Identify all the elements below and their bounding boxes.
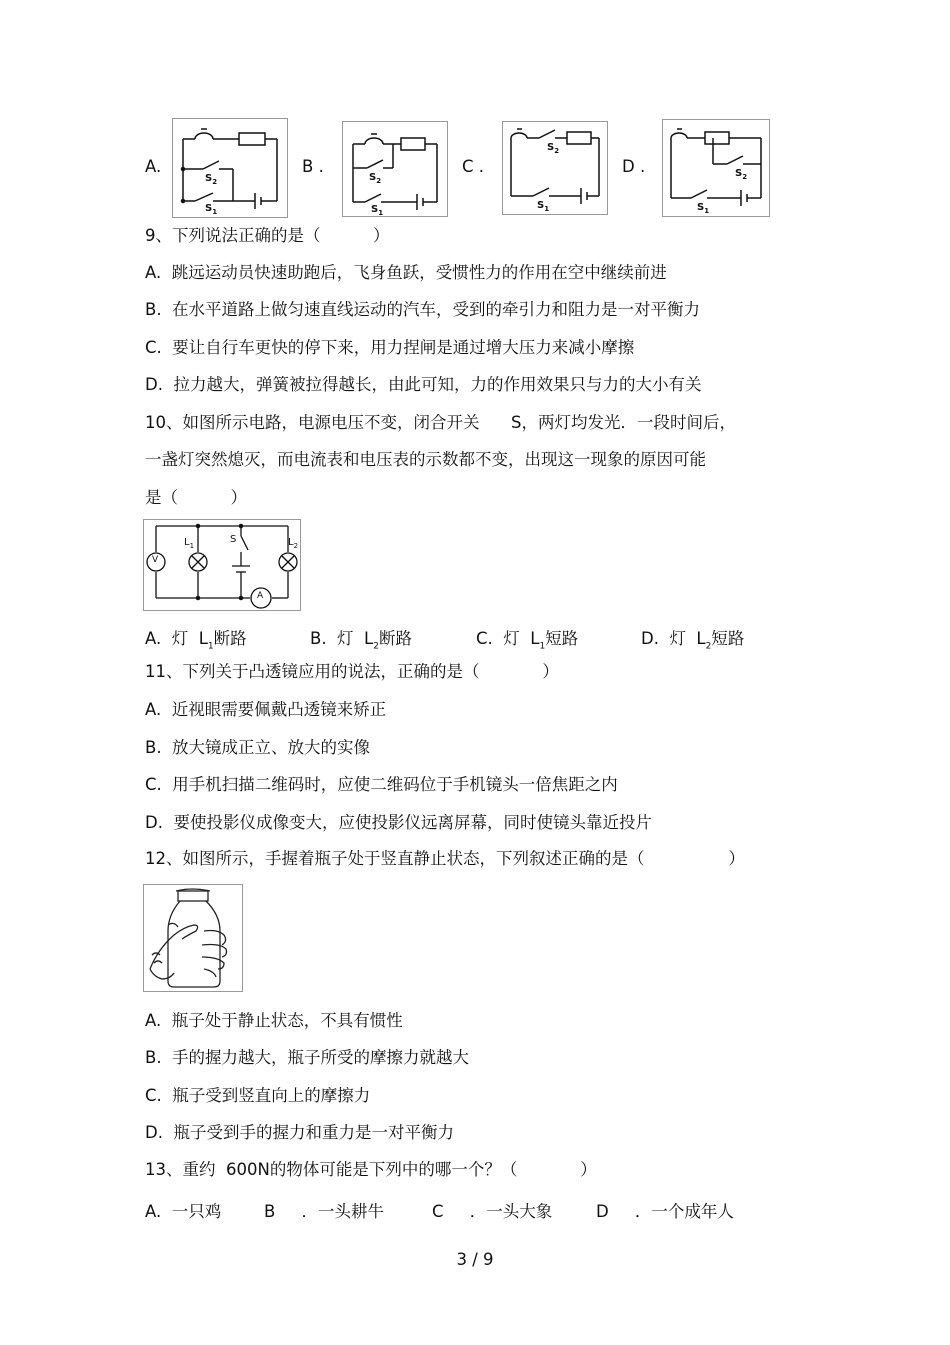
q10-switch-label: S	[230, 534, 237, 545]
q13-option-a: A. 一只鸡	[145, 1202, 222, 1221]
q10-option-b: B. 灯 $L_2$断路	[310, 629, 412, 652]
q12-stem: 12、如图所示，手握着瓶子处于竖直静止状态，下列叙述正确的是（ ）	[145, 849, 745, 868]
q8-option-d-label: D .	[622, 157, 646, 176]
q11-stem: 11、下列关于凸透镜应用的说法，正确的是（ ）	[145, 662, 559, 681]
q10-option-a: A. 灯 $L_1$断路	[145, 629, 247, 652]
q9-option-b: B. 在水平道路上做匀速直线运动的汽车，受到的牵引力和阻力是一对平衡力	[145, 300, 701, 319]
q8d-s2-label: $S_2$	[735, 168, 748, 181]
q8d-s1-label: $S_1$	[697, 202, 710, 215]
q12-option-b: B. 手的握力越大，瓶子所受的摩擦力就越大	[145, 1048, 470, 1067]
q8-circuit-b	[342, 121, 448, 217]
q9-option-d: D. 拉力越大，弹簧被拉得越长，由此可知，力的作用效果只与力的大小有关	[145, 375, 702, 394]
q10-option-c: C. 灯 $L_1$短路	[476, 629, 579, 652]
q8a-s1-label: $S_1$	[205, 203, 218, 216]
q10-circuit-figure	[143, 519, 301, 611]
q8-circuit-d	[662, 119, 770, 217]
q8a-s2-label: $S_2$	[205, 173, 218, 186]
q8-option-a-label: A.	[145, 157, 162, 176]
q8c-s2-label: $S_2$	[547, 142, 560, 155]
q11-option-b: B. 放大镜成正立、放大的实像	[145, 738, 371, 757]
q10-l1-label: $L_1$	[184, 537, 195, 550]
q10-option-d: D. 灯 $L_2$短路	[641, 629, 745, 652]
q13-option-d: D ．一个成年人	[596, 1202, 734, 1221]
q11-option-a: A. 近视眼需要佩戴凸透镜来矫正	[145, 700, 387, 719]
q12-option-c: C. 瓶子受到竖直向上的摩擦力	[145, 1086, 371, 1105]
q9-option-c: C. 要让自行车更快的停下来，用力捏闸是通过增大压力来减小摩擦	[145, 338, 635, 357]
page-number: 3 / 9	[456, 1250, 494, 1269]
q8c-s1-label: $S_1$	[537, 200, 550, 213]
q8b-s1-label: $S_1$	[371, 204, 384, 217]
q10-voltmeter-label: V	[152, 555, 159, 565]
q10-stem-line-1: 10、如图所示电路，电源电压不变，闭合开关 S，两灯均发光．一段时间后，	[145, 413, 736, 432]
q10-stem-line-2: 一盏灯突然熄灭，而电流表和电压表的示数都不变，出现这一现象的原因可能	[145, 450, 706, 469]
q10-l2-label: $L_2$	[288, 537, 299, 550]
q8b-s2-label: $S_2$	[369, 172, 382, 185]
q13-stem: 13、重约 600N的物体可能是下列中的哪一个？（ ）	[145, 1160, 597, 1179]
q12-option-a: A. 瓶子处于静止状态，不具有惯性	[145, 1011, 403, 1030]
q10-ammeter-label: A	[257, 591, 264, 601]
q9-stem: 9、下列说法正确的是（ ）	[145, 226, 390, 245]
q8-circuit-c	[502, 121, 608, 215]
q11-option-c: C. 用手机扫描二维码时，应使二维码位于手机镜头一倍焦距之内	[145, 775, 618, 794]
q13-option-c: C ．一头大象	[432, 1202, 553, 1221]
q10-stem-line-3: 是（ ）	[145, 488, 247, 507]
q9-option-a: A. 跳远运动员快速助跑后，飞身鱼跃，受惯性力的作用在空中继续前进	[145, 263, 667, 282]
q12-hand-bottle-figure	[143, 884, 243, 992]
q13-option-b: B ．一头耕牛	[264, 1202, 385, 1221]
q12-option-d: D. 瓶子受到手的握力和重力是一对平衡力	[145, 1123, 454, 1142]
q11-option-d: D. 要使投影仪成像变大，应使投影仪远离屏幕，同时使镜头靠近投片	[145, 813, 652, 832]
q8-option-b-label: B .	[302, 157, 324, 176]
q8-circuit-a	[172, 118, 288, 218]
q8-option-c-label: C .	[462, 157, 485, 176]
